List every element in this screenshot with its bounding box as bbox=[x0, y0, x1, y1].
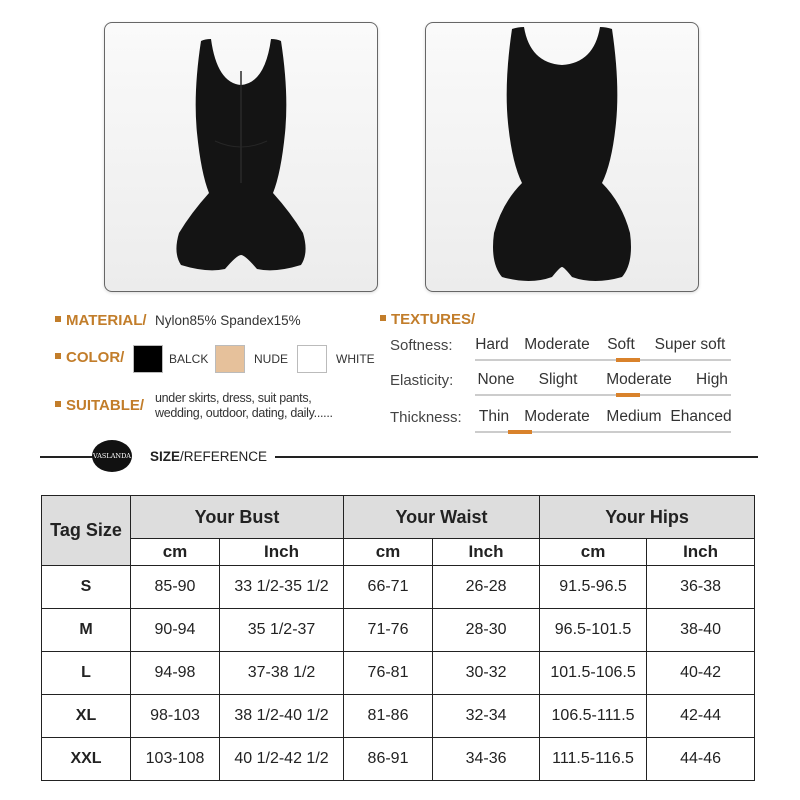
table-cell: 36-38 bbox=[647, 566, 755, 609]
bodysuit-front-image bbox=[105, 23, 377, 291]
elasticity-option-none: None bbox=[477, 371, 515, 388]
table-cell: 38 1/2-40 1/2 bbox=[220, 695, 344, 738]
table-cell: 33 1/2-35 1/2 bbox=[220, 566, 344, 609]
size-cell: XL bbox=[42, 695, 131, 738]
table-cell: 94-98 bbox=[131, 652, 220, 695]
table-cell: 66-71 bbox=[344, 566, 433, 609]
bullet-square-icon bbox=[55, 316, 61, 322]
table-cell: 32-34 bbox=[433, 695, 540, 738]
thickness-option-ehanced: Ehanced bbox=[670, 408, 732, 425]
brand-logo: VASLANDA bbox=[92, 440, 132, 472]
table-cell: 26-28 bbox=[433, 566, 540, 609]
table-row bbox=[42, 738, 755, 781]
thickness-option-thin: Thin bbox=[478, 408, 510, 425]
table-cell: 35 1/2-37 bbox=[220, 609, 344, 652]
bust-header: Your Bust bbox=[131, 496, 344, 539]
table-cell: 28-30 bbox=[433, 609, 540, 652]
textures-label bbox=[380, 311, 475, 328]
table-cell: 96.5-101.5 bbox=[540, 609, 647, 652]
size-title-rest: /REFERENCE bbox=[180, 449, 268, 464]
color-label bbox=[55, 349, 124, 366]
unit-header: cm bbox=[131, 539, 220, 566]
tag-size-header: Tag Size bbox=[42, 496, 131, 566]
table-cell: 30-32 bbox=[433, 652, 540, 695]
size-title-bold: SIZE bbox=[150, 449, 181, 464]
waist-header: Your Waist bbox=[344, 496, 540, 539]
thickness-option-medium: Medium bbox=[606, 408, 662, 425]
table-cell: 101.5-106.5 bbox=[540, 652, 647, 695]
table-cell: 91.5-96.5 bbox=[540, 566, 647, 609]
table-cell: 90-94 bbox=[131, 609, 220, 652]
table-cell: 34-36 bbox=[433, 738, 540, 781]
table-row bbox=[42, 566, 755, 609]
table-cell: 38-40 bbox=[647, 609, 755, 652]
unit-header: Inch bbox=[220, 539, 344, 566]
table-cell: 71-76 bbox=[344, 609, 433, 652]
table-cell: 42-44 bbox=[647, 695, 755, 738]
size-cell: XXL bbox=[42, 738, 131, 781]
textures-label-text: TEXTURES/ bbox=[391, 311, 476, 328]
size-reference-title bbox=[150, 449, 267, 464]
softness-option-soft: Soft bbox=[607, 336, 635, 353]
softness-option-super-soft: Super soft bbox=[654, 336, 726, 353]
bullet-square-icon bbox=[380, 315, 386, 321]
table-cell: 103-108 bbox=[131, 738, 220, 781]
table-row bbox=[42, 695, 755, 738]
material-label-text: MATERIAL/ bbox=[66, 312, 147, 329]
table-row bbox=[42, 652, 755, 695]
divider-left bbox=[40, 456, 95, 458]
divider-right bbox=[275, 456, 758, 458]
table-cell: 37-38 1/2 bbox=[220, 652, 344, 695]
size-cell: S bbox=[42, 566, 131, 609]
hips-header: Your Hips bbox=[540, 496, 755, 539]
table-cell: 111.5-116.5 bbox=[540, 738, 647, 781]
suitable-label bbox=[55, 397, 144, 414]
suitable-text bbox=[155, 391, 333, 421]
unit-header: cm bbox=[540, 539, 647, 566]
unit-header: Inch bbox=[433, 539, 540, 566]
bullet-square-icon bbox=[55, 353, 61, 359]
softness-scale bbox=[475, 359, 731, 361]
swatch-black-label: BALCK bbox=[169, 352, 209, 366]
table-cell: 98-103 bbox=[131, 695, 220, 738]
material-label bbox=[55, 312, 147, 329]
elasticity-selected-marker bbox=[616, 393, 640, 397]
swatch-nude-label: NUDE bbox=[254, 352, 289, 366]
unit-header: cm bbox=[344, 539, 433, 566]
swatch-white[interactable] bbox=[297, 345, 327, 373]
table-cell: 86-91 bbox=[344, 738, 433, 781]
table-cell: 81-86 bbox=[344, 695, 433, 738]
table-cell: 40 1/2-42 1/2 bbox=[220, 738, 344, 781]
swatch-nude[interactable] bbox=[215, 345, 245, 373]
product-photo-front bbox=[104, 22, 378, 292]
table-cell: 76-81 bbox=[344, 652, 433, 695]
table-cell: 40-42 bbox=[647, 652, 755, 695]
suitable-line-2: wedding, outdoor, dating, daily...... bbox=[155, 406, 333, 420]
suitable-label-text: SUITABLE/ bbox=[66, 397, 145, 414]
material-value: Nylon85% Spandex15% bbox=[155, 313, 301, 328]
color-label-text: COLOR/ bbox=[66, 349, 125, 366]
softness-selected-marker bbox=[616, 358, 640, 362]
table-cell: 44-46 bbox=[647, 738, 755, 781]
thickness-option-moderate: Moderate bbox=[524, 408, 590, 425]
size-cell: L bbox=[42, 652, 131, 695]
table-cell: 85-90 bbox=[131, 566, 220, 609]
softness-option-hard: Hard bbox=[475, 336, 509, 353]
thickness-selected-marker bbox=[508, 430, 532, 434]
unit-header: Inch bbox=[647, 539, 755, 566]
size-cell: M bbox=[42, 609, 131, 652]
elasticity-option-moderate: Moderate bbox=[606, 371, 672, 388]
product-photo-back bbox=[425, 22, 699, 292]
suitable-line-1: under skirts, dress, suit pants, bbox=[155, 391, 312, 405]
bullet-square-icon bbox=[55, 401, 61, 407]
swatch-black[interactable] bbox=[133, 345, 163, 373]
elasticity-scale bbox=[475, 394, 731, 396]
table-cell: 106.5-111.5 bbox=[540, 695, 647, 738]
elasticity-label: Elasticity: bbox=[390, 372, 454, 389]
elasticity-option-high: High bbox=[696, 371, 728, 388]
swatch-white-label: WHITE bbox=[336, 352, 375, 366]
bodysuit-back-image bbox=[426, 23, 698, 291]
size-chart-table bbox=[41, 495, 755, 781]
thickness-label: Thickness: bbox=[390, 409, 462, 426]
softness-option-moderate: Moderate bbox=[524, 336, 590, 353]
table-row bbox=[42, 609, 755, 652]
elasticity-option-slight: Slight bbox=[538, 371, 578, 388]
softness-label: Softness: bbox=[390, 337, 453, 354]
